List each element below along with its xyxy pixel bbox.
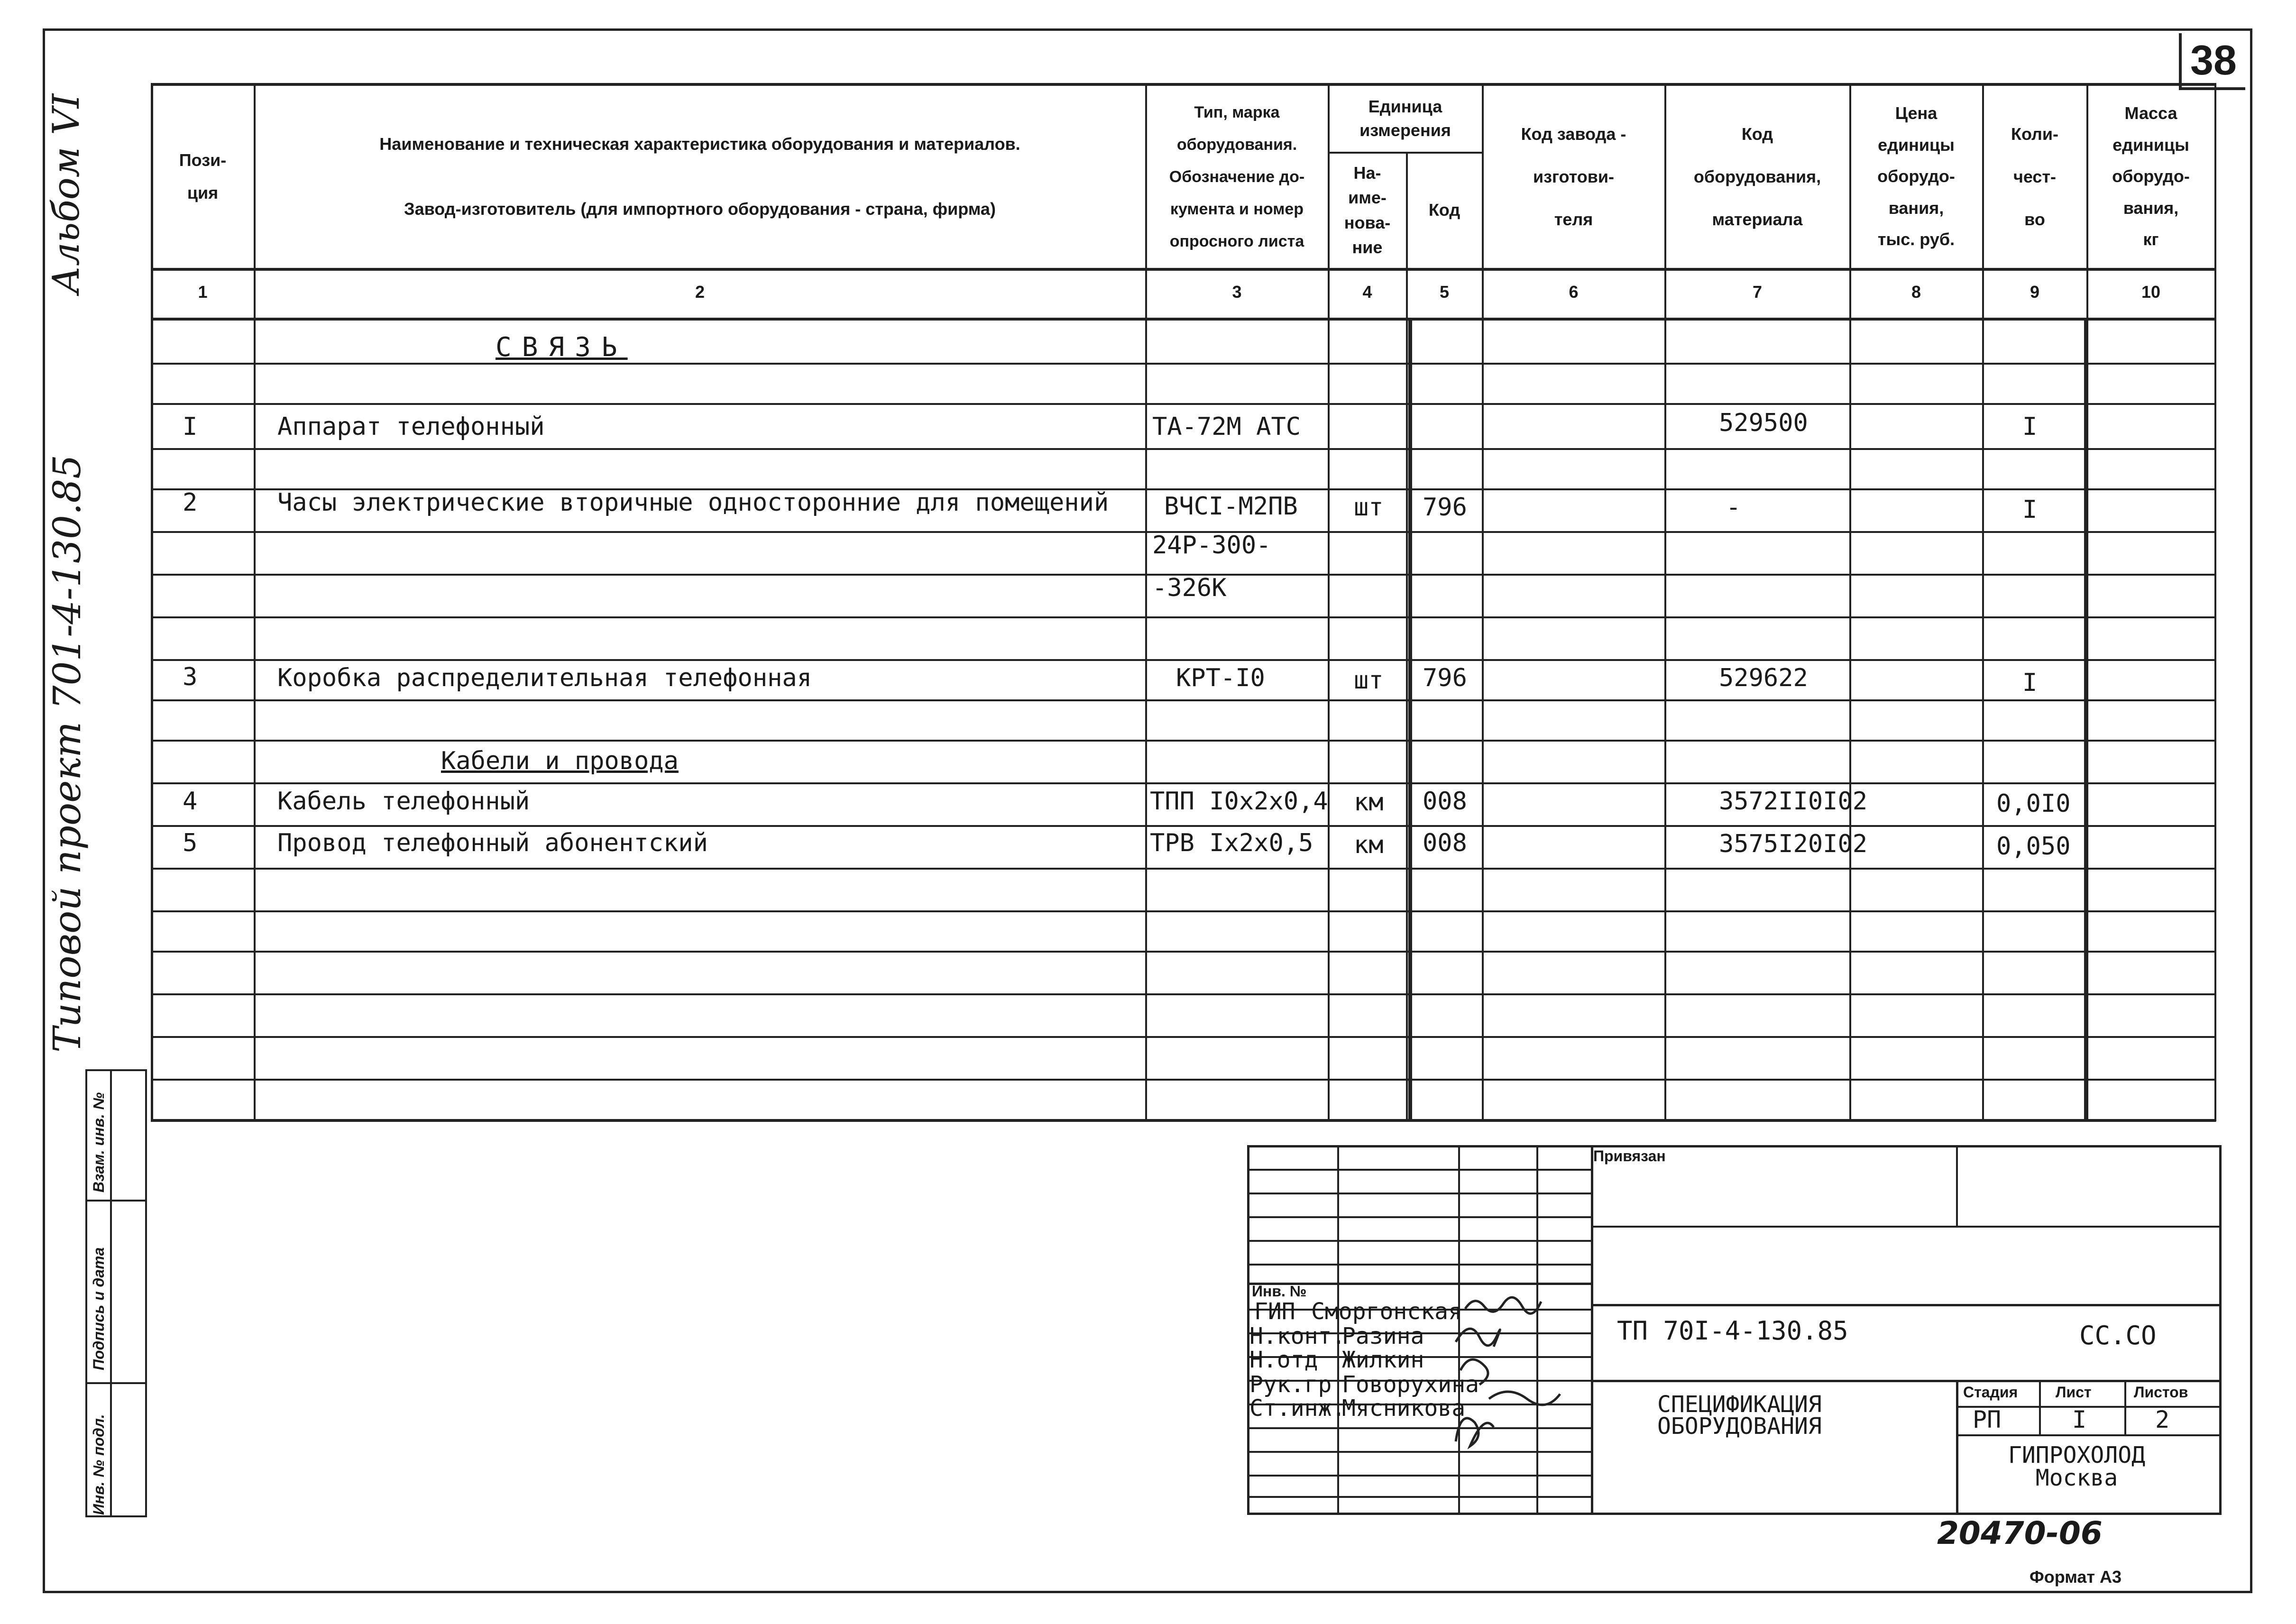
col-number: 9 — [2030, 282, 2040, 302]
header-name: Наименование и техническая характеристика оборудования и материалов. Завод-изготовитель (для импортного оборудования - страна, фирма) — [379, 134, 1020, 219]
row-qty: I — [2022, 413, 2038, 441]
col-number: 8 — [1911, 282, 1921, 302]
header-mass: Масса единицы оборудо- вания, кг — [2112, 103, 2190, 249]
role-stinzh: Ст.инж. — [1249, 1395, 1346, 1422]
signature-stinzh — [1456, 1418, 1494, 1446]
row-pos: 4 — [183, 787, 198, 816]
row-material-code: 3575I20I02 — [1719, 830, 1868, 858]
row-qty: I — [2022, 669, 2038, 697]
section-title: СВЯЗЬ — [496, 332, 628, 363]
role-gip: ГИП — [1254, 1298, 1295, 1325]
header-unit: Единица измерения — [1359, 96, 1451, 140]
org-name: ГИПРОХОЛОД Москва — [2008, 1442, 2145, 1491]
row-name: Кабель телефонный — [277, 787, 530, 816]
row-material-code: 3572II0I02 — [1719, 787, 1868, 816]
header-qty: Коли- чест- во — [2011, 124, 2059, 229]
row-type-line2: 24Р-300- — [1152, 531, 1271, 560]
doc-suffix: СС.СО — [2079, 1321, 2157, 1350]
stamp-podpis-data: Подпись и дата — [90, 1247, 107, 1370]
row-unit-code: 796 — [1423, 664, 1467, 692]
stage-value: РП — [1973, 1406, 2002, 1433]
role-rukgr: Рук.гр — [1249, 1371, 1332, 1398]
header-factory-code: Код завода - изготови- теля — [1521, 124, 1626, 229]
row-type: ТА-72М АТС — [1152, 413, 1301, 441]
sheets-value: 2 — [2155, 1406, 2170, 1433]
format-label: Формат А3 — [2030, 1567, 2122, 1587]
name-rukgr: Говорухина — [1342, 1371, 1479, 1398]
col-number: 10 — [2141, 282, 2161, 302]
header-type: Тип, марка оборудования. Обозначение до- кумента и номер опросного листа — [1169, 103, 1305, 250]
row-material-code: 529622 — [1719, 664, 1808, 692]
header-unit-code: Код — [1428, 200, 1460, 220]
name-notd: Жилкин — [1342, 1347, 1424, 1373]
row-material-code: 529500 — [1719, 409, 1808, 437]
row-unit-code: 008 — [1423, 829, 1467, 857]
inv-no-label: Инв. № — [1252, 1283, 1307, 1300]
signature-rukgr — [1489, 1392, 1560, 1405]
row-name: Аппарат телефонный — [277, 413, 545, 441]
row-pos: 2 — [183, 488, 198, 517]
album-label: Альбом VI — [45, 93, 88, 294]
name-stinzh: Мясникова — [1342, 1395, 1466, 1422]
name-gip: Сморгонская — [1311, 1298, 1462, 1325]
row-unit-code: 796 — [1423, 493, 1467, 522]
row-unit: шт — [1354, 666, 1384, 695]
signature-nkont — [1456, 1329, 1500, 1347]
privyazan-label: Привязан — [1593, 1147, 1666, 1165]
stamp-inv-podl: Инв. № подл. — [90, 1414, 107, 1515]
col-number: 2 — [695, 282, 705, 302]
col-number: 7 — [1752, 282, 1763, 302]
header-material-code: Код оборудования, материала — [1693, 124, 1821, 229]
sheets-label: Листов — [2134, 1384, 2188, 1401]
header-unit-name: На- име- нова- ние — [1344, 163, 1391, 257]
row-type: ТПП I0х2х0,4 — [1150, 787, 1328, 816]
subsection-title: Кабели и провода — [441, 747, 679, 775]
col-number: 4 — [1362, 282, 1372, 302]
project-label: Типовой проект 701-4-130.85 — [45, 454, 89, 1053]
row-material-code: - — [1726, 493, 1741, 522]
doc-title: СПЕЦИФИКАЦИЯ ОБОРУДОВАНИЯ — [1657, 1391, 1822, 1440]
row-qty: 0,0I0 — [1996, 789, 2071, 818]
row-pos: I — [183, 413, 198, 441]
row-name: Коробка распределительная телефонная — [277, 664, 812, 692]
row-type: КРТ-I0 — [1176, 664, 1265, 692]
row-unit: км — [1354, 831, 1384, 859]
role-nkont: Н.конт. — [1249, 1323, 1346, 1349]
row-type: ВЧСI-М2ПВ — [1164, 492, 1298, 521]
header-price: Цена единицы оборудо- вания, тыс. руб. — [1877, 103, 1955, 249]
row-name: Провод телефонный абонентский — [277, 829, 708, 857]
role-notd: Н.отд — [1249, 1347, 1318, 1373]
bottom-number: 20470-06 — [1937, 1515, 2103, 1551]
row-name: Часы электрические вторичные односторонние для помещений — [277, 488, 1109, 517]
signatures — [1451, 1290, 1570, 1470]
doc-code: ТП 70I-4-130.85 — [1617, 1316, 1848, 1346]
row-unit: шт — [1354, 493, 1384, 522]
sheet-number: 38 — [2179, 33, 2245, 90]
sheet-label: Лист — [2056, 1384, 2092, 1401]
stamp-vzam-inv: Взам. инв. № — [90, 1092, 107, 1193]
row-pos: 5 — [183, 829, 198, 857]
stage-label: Стадия — [1963, 1384, 2018, 1401]
row-type-line3: -326К — [1152, 574, 1227, 602]
sheet-value: I — [2072, 1406, 2087, 1433]
row-qty: 0,050 — [1996, 832, 2071, 861]
row-unit: км — [1354, 788, 1384, 817]
row-unit-code: 008 — [1423, 787, 1467, 816]
row-pos: 3 — [183, 663, 198, 691]
name-nkont: Разина — [1342, 1323, 1424, 1349]
row-type: ТРВ Iх2х0,5 — [1150, 829, 1313, 857]
col-number: 1 — [198, 282, 208, 302]
header-pos: Пози- ция — [179, 150, 227, 202]
col-number: 6 — [1569, 282, 1579, 302]
col-number: 5 — [1439, 282, 1450, 302]
signature-notd — [1460, 1359, 1488, 1385]
col-number: 3 — [1232, 282, 1242, 302]
signature-gip — [1465, 1297, 1541, 1313]
row-qty: I — [2022, 495, 2038, 524]
